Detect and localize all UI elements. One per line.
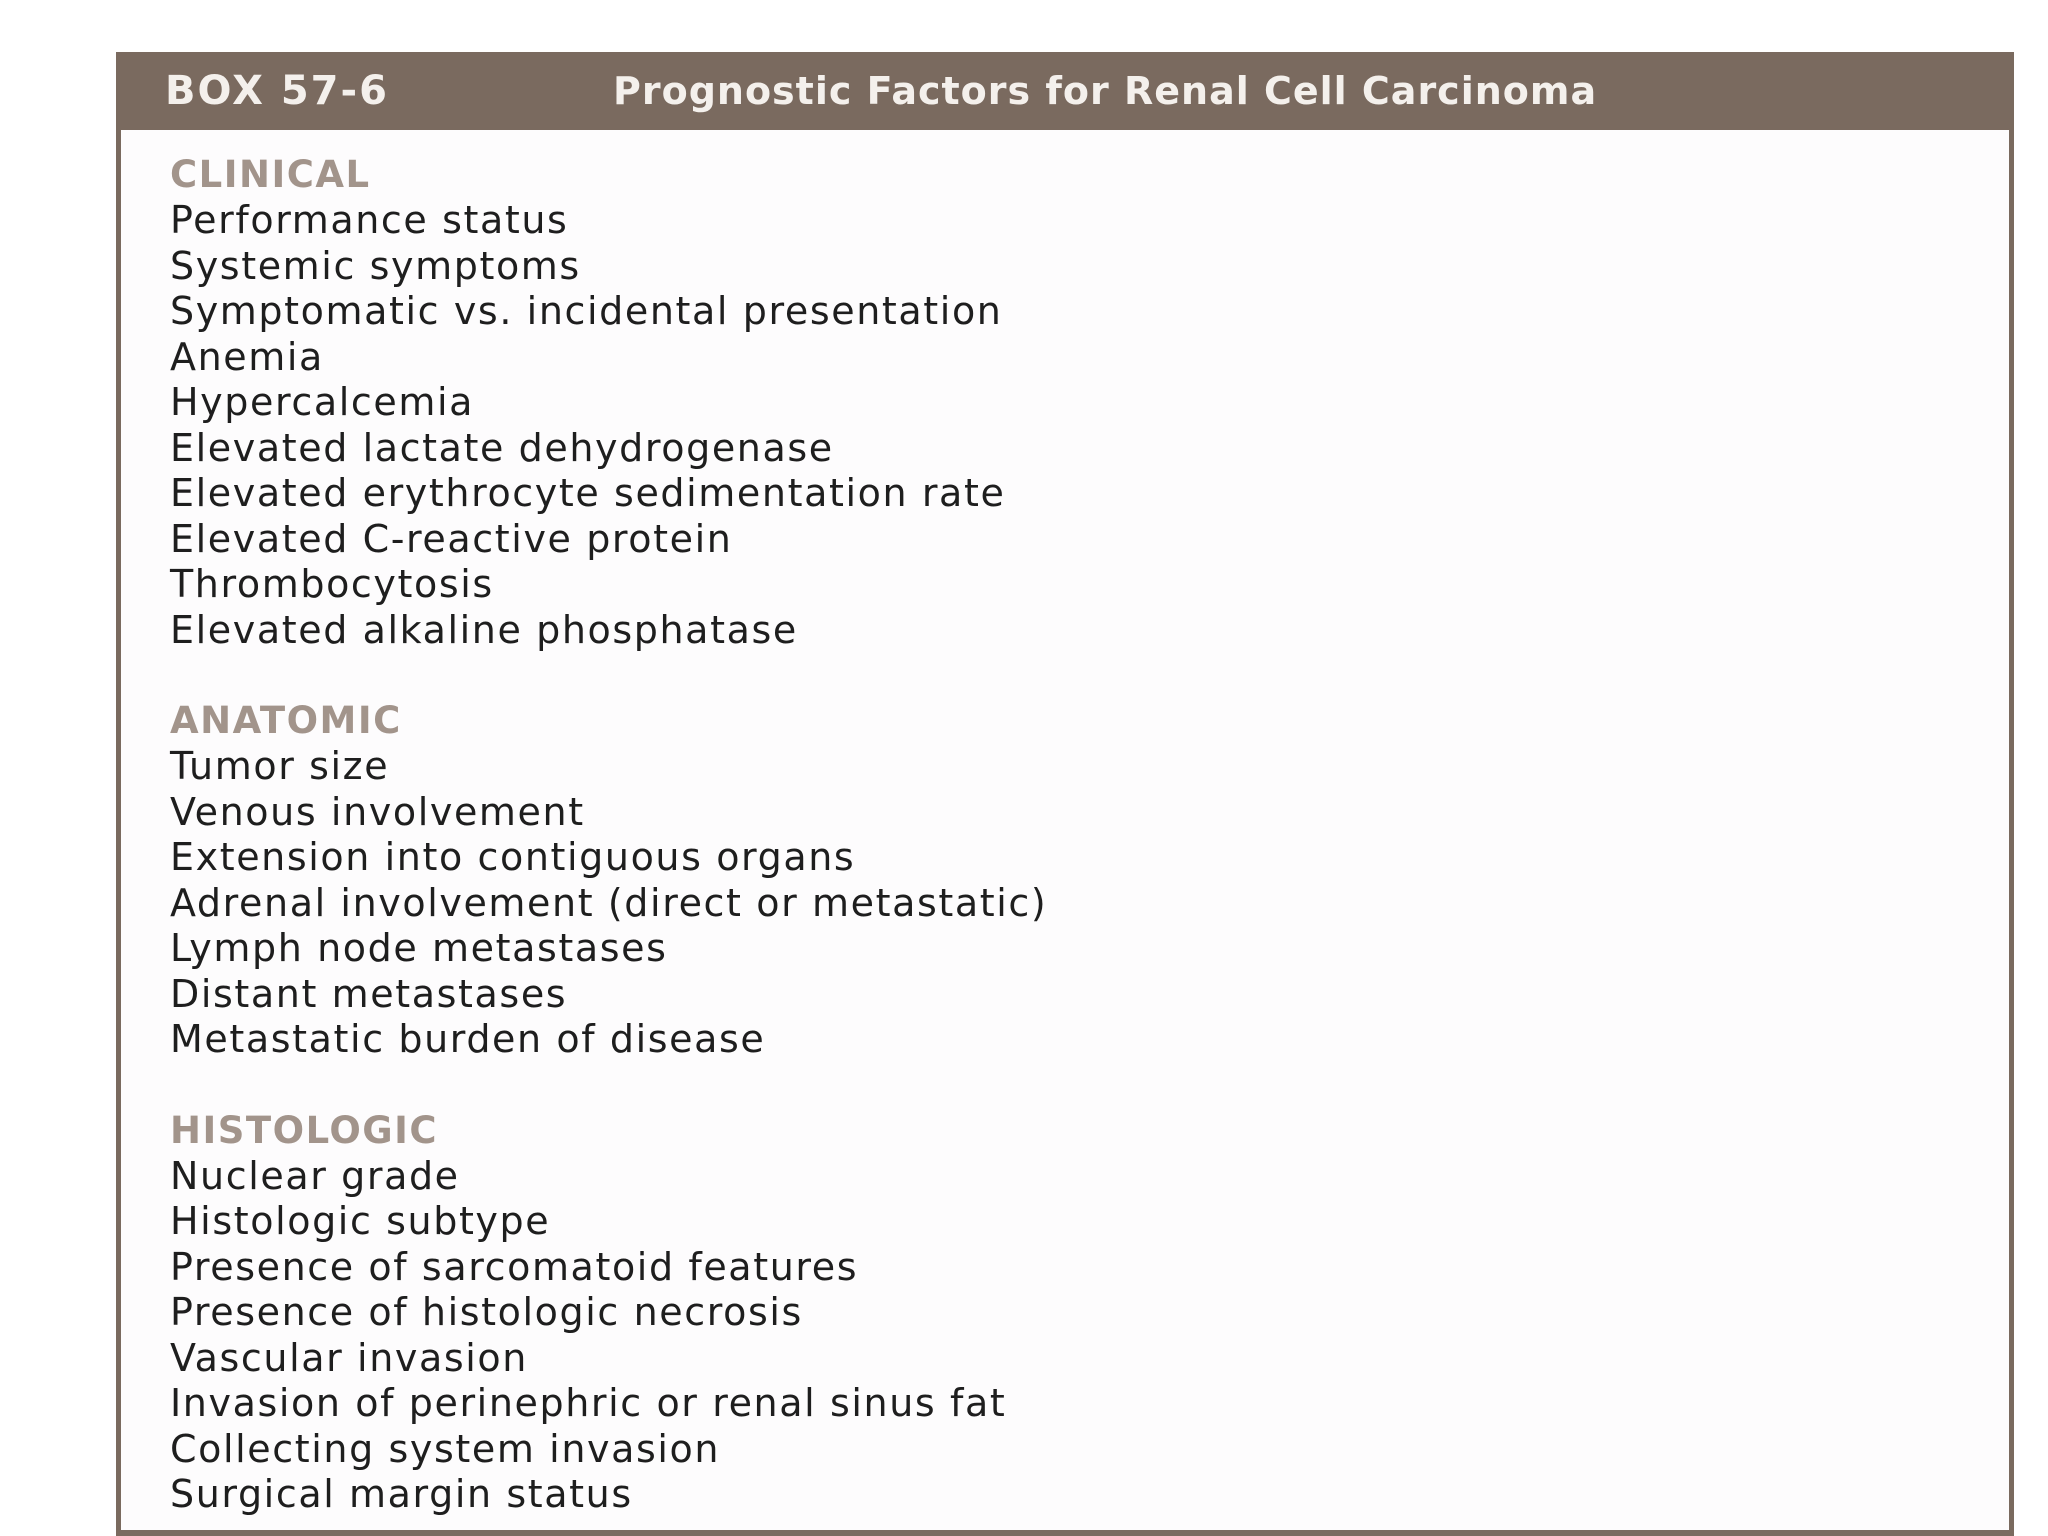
list-item: Histologic subtype [170, 1199, 551, 1243]
list-item: Presence of histologic necrosis [170, 1290, 803, 1334]
list-item: Adrenal involvement (direct or metastatic) [170, 880, 1048, 925]
list-item: Venous involvement [170, 789, 585, 834]
section-histologic [170, 1108, 2009, 1518]
list-item: Lymph node metastases [170, 926, 668, 970]
prognostic-factors-box [116, 52, 2014, 1536]
list-item: Nuclear grade [170, 1153, 460, 1198]
list-item: Elevated lactate dehydrogenase [170, 425, 834, 470]
list-item: Systemic symptoms [170, 243, 581, 288]
list-item: Hypercalcemia [170, 380, 475, 424]
box-header [121, 52, 2009, 130]
list-item: Elevated alkaline phosphatase [170, 607, 798, 652]
box-content [170, 152, 2009, 1536]
list-item: Anemia [170, 334, 324, 379]
box-number: BOX 57-6 [165, 68, 389, 114]
section-clinical [170, 152, 2009, 653]
section-heading: HISTOLOGIC [170, 1108, 439, 1152]
list-item: Elevated erythrocyte sedimentation rate [170, 471, 1006, 515]
box-title: Prognostic Factors for Renal Cell Carcinoma [613, 69, 1598, 113]
list-item: Presence of sarcomatoid features [170, 1244, 859, 1289]
list-item: Performance status [170, 198, 569, 242]
list-item: Symptomatic vs. incidental presentation [170, 289, 1003, 333]
list-item: Tumor size [170, 744, 390, 788]
list-item: Extension into contiguous organs [170, 835, 856, 879]
list-item: Collecting system invasion [170, 1426, 721, 1471]
section-anatomic [170, 698, 2009, 1063]
list-item: Surgical margin status [170, 1472, 633, 1516]
list-item: Thrombocytosis [170, 562, 494, 606]
section-heading: CLINICAL [170, 153, 371, 196]
list-item: Elevated C-reactive protein [170, 516, 733, 561]
list-item: Metastatic burden of disease [170, 1017, 766, 1061]
list-item: Vascular invasion [170, 1335, 528, 1380]
section-heading: ANATOMIC [170, 699, 402, 742]
list-item: Distant metastases [170, 971, 568, 1016]
list-item: Invasion of perinephric or renal sinus fat [170, 1381, 1007, 1425]
